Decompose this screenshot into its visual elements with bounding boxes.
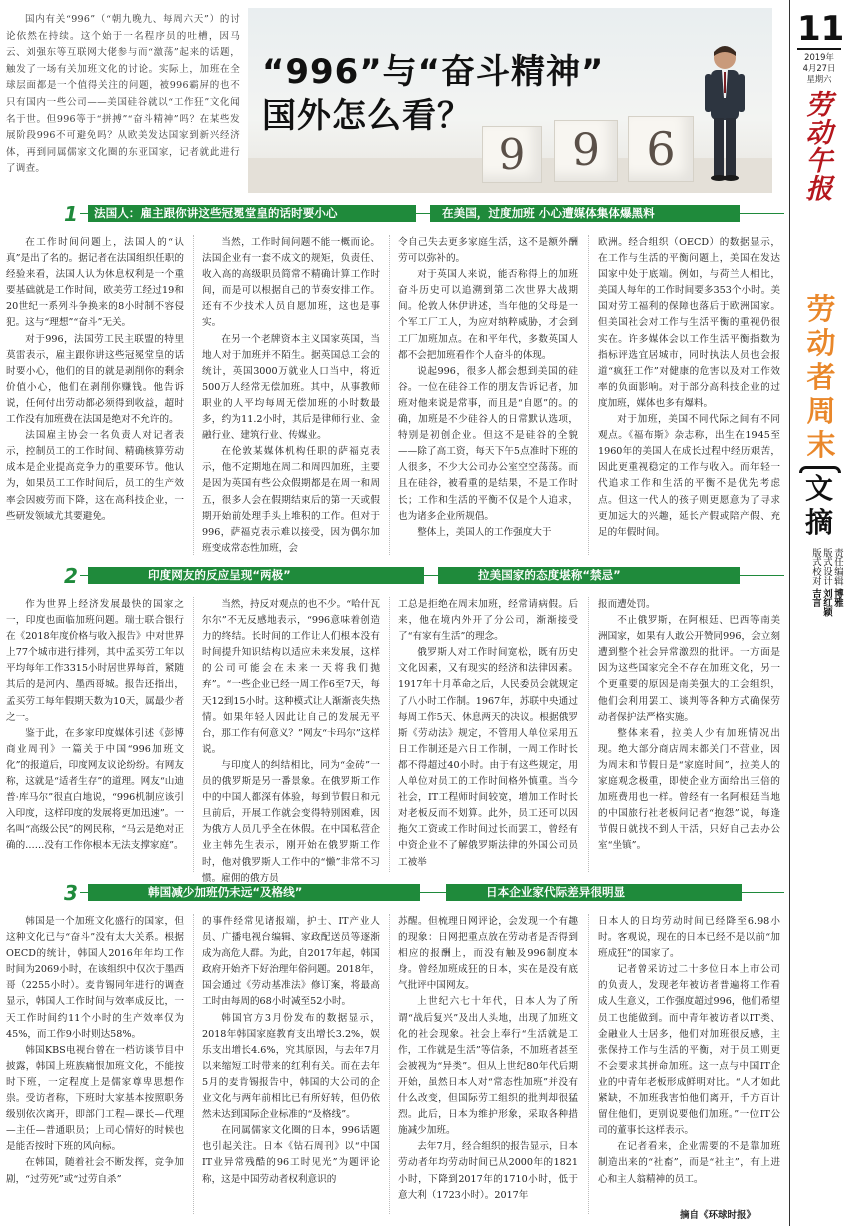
paragraph: 去年7月，经合组织的报告显示，日本劳动者年均劳动时间已从2000年的1821小时，下降到2017年的1710小时，低于意大利（1723小时）。2017年 (398, 1141, 578, 1201)
hero-cube-2: 9 (554, 120, 618, 182)
paragraph: 上世纪六七十年代，日本人为了所谓“战后复兴”及出人头地，出现了加班文化的社会现象。社会上奉行“生活就是工作，工作就是生活”等信条，不加班者甚至会被视为“异类”。但从上世纪80年代后期开始，虽然日本人对“常态性加班”并没有什么改变，但国际劳工组织的批判却很猛烈。此后，日本为维护形象，采取各种措施减少加班。 (398, 996, 578, 1137)
credit-design-label: 版式设计 (821, 548, 832, 586)
section-2-header (6, 565, 784, 589)
credit-proof (810, 548, 821, 678)
credits (795, 548, 843, 678)
credit-design (821, 548, 832, 678)
column-divider (389, 597, 390, 872)
section-2-col-1 (6, 597, 184, 855)
page-number: 11 (797, 9, 845, 49)
column-divider (193, 235, 194, 555)
section-1-col-3 (398, 235, 578, 541)
section-1-col-4 (598, 235, 780, 541)
paragraph: 欧洲。经合组织（OECD）的数据显示，在工作与生活的平衡问题上，美国在发达国家中处于底端。例如，与荷兰人相比，美国人每年的工作时间要多353个小时。美国对劳工福利的保障也落后于欧洲国家。但美国社会对工作与生活平衡的重视仍很实在。许多媒体会以工作生活平衡指数为指标评选宜居城市，同时执法人员也会报道“疯狂工作”对健康的危害以及对工作效率的负面影响。对于部分高科技企业的过度加班，媒体也多有爆料。 (598, 237, 780, 409)
section-3-col-4 (598, 914, 780, 1188)
section-3-col-2 (202, 914, 380, 1188)
section-title: 劳动者周末 (806, 292, 836, 462)
issue-weekday: 星期六 (806, 74, 832, 84)
hero-cube-1: 9 (482, 126, 542, 183)
credit-editor-label: 责任编辑 (832, 548, 843, 586)
column-divider (389, 914, 390, 1214)
paragraph: 在同属儒家文化圈的日本，996话题也引起关注。日本《钻石周刊》以“中国IT业异常残酷的96工时见光”为题评论称，这是中国劳动者权利意识的 (202, 1125, 380, 1185)
issue-day: 4月27日 (802, 63, 836, 73)
paragraph: 日本人的日均劳动时间已经降至6.98小时。客观说，现在的日本已经不是以前“加班成狂”的国家了。 (598, 916, 780, 960)
column-divider (193, 914, 194, 1214)
section-1-number: 1 (64, 202, 78, 226)
credit-design-name: 刘红颖 (821, 588, 832, 617)
column-divider (193, 597, 194, 872)
paragraph: 在另一个老牌资本主义国家英国，当地人对于加班并不陌生。据英国总工会的统计，英国3000万就业人口当中，将近500万人经常无偿加班。其中，从事教师职业的人平均每周无偿加班的小时数最多，约为11.2小时，其后是律师行业、金融行业、建筑行业、传媒业。 (202, 333, 380, 442)
intro-paragraph (6, 12, 240, 178)
credit-editor-name: 博雅 (832, 588, 843, 608)
paragraph: 在伦敦某媒体机构任职的萨福克表示，他不定期地在周二和周四加班，主要是因为英国有些公众假期都是在周一和周五，很多人会在假期结束后的第一天或假期开始前处理手头上堆积的工作。但对于996，萨福克表示难以接受，因为偶尔加班变成常态性加班，会 (202, 446, 380, 554)
paragraph: 俄罗斯人对工作时间宽松，既有历史文化因素，又有现实的经济和法律因素。1917年十月革命之后，人民委员会就规定了八小时工作制。1967年，苏联中央通过每周工作5天、休息两天的决议。根据俄罗斯《劳动法》规定，不管用人单位采用五日工作制还是六日工作制，一周工作时长都不得超过40小时。由于有这些规定，用人单位对员工的工作时间格外慎重。当今社会，IT工程师时间较宽，增加工作时长对老板反而不划算。此外，员工还可以因拖欠工资或工作时间过长而罢工，曾经有中资企业不了解俄罗斯法律的外国公司员工被举 (398, 647, 578, 868)
paragraph: 韩国官方3月份发布的数据显示，2018年韩国家庭教育支出增长3.2%，娱乐支出增长4.6%，究其原因，与去年7月以来缩短工时带来的红利有关。而在去年5月的麦肯锡报告中，韩国的大公司的企业文化与两年前相比已有所好转，但仍依然未达到国际企业标准的“及格线”。 (202, 1012, 380, 1121)
credit-editor (832, 548, 843, 678)
paragraph: 在韩国，随着社会不断发挥，竞争加剧，“过劳死”或“过劳自杀” (6, 1157, 184, 1185)
section-3-col-3 (398, 914, 578, 1204)
paragraph: 的事件经常见诸报端，护士、IT产业人员、广播电视台编辑、家政配送员等逐渐成为高危人群。为此，自2017年起，韩国政府开始齐下好治理年俗问题。2018年，国会通过《劳动基准法》修订案，将最高工时由每周的68小时减至52小时。 (202, 916, 380, 1008)
intro-text: 国内有关“996”（“朝九晚九、每周六天”）的讨论依然在持续。这个始于一名程序员的吐槽，因马云、刘强东等互联网大佬参与而“激荡”起来的话题，触发了一场有关加班文化的讨论。实际上，加班在全球层面都是一个值得关注的问题，被996霸屏的也不只有国内一些公司——美国硅谷就以“工作狂”文化闻名于世。但996等于“拼搏”“奋斗精神”吗？在某些发展阶段996不可避免吗？从欧美发达国家到新兴经济体，再到同属儒家文化圈的东亚国家，记者就此进行了调查。 (6, 14, 240, 175)
headline-line-1: “996”与“奋斗精神” (262, 52, 605, 92)
paragraph: 记者曾采访过二十多位日本上市公司的负责人，发现老年被访者普遍将工作看成人生意义，工作强度超过996，他们希望员工也能做到。而中青年被访者以IT类、金融业人士居多，他们对加班很反感，主张保持工作与生活的平衡，对于员工则更不会要求其拼命加班。这一点与中国IT企业的中青年老板形成鲜明对比。“人才如此紧缺，不加班我害怕他们离开，千方百计留住他们，更别说要他们加班。”一位IT公司的董事长这样表示。 (598, 964, 780, 1137)
hero-banner (248, 8, 772, 193)
paragraph: 韩国是一个加班文化盛行的国家，但这种文化已与“奋斗”没有太大关系。根据OECD的统计，韩国人2016年年均工作时间为2069小时，在该组织中仅次于墨西哥（2255小时）。麦肯锡同年进行的调查显示，韩国人工作时间与效率成反比，一天工作时间约11个小时的生产效率仅为45%，而工作9小时则达58%。 (6, 916, 184, 1040)
paragraph: 苏醒。但梳理日网评论，会发现一个有趣的现象：日网把重点放在劳动者是否得到相应的报酬上，而没有触及996制度本身。曾经加班成狂的日本，实在是没有底气批评中国网友。 (398, 916, 578, 992)
section-1-col-1 (6, 235, 184, 525)
paragraph: 工总是拒绝在周末加班，经常请病假。后来，他在境内外开了分公司，渐渐接受了“有家有生活”的理念。 (398, 599, 578, 643)
section-1-left-title: 法国人：雇主跟你讲这些冠冕堂皇的话时要小心 (88, 205, 416, 222)
paragraph: 在记者看来，企业需要的不是靠加班制造出来的“社畜”，而是“社主”，有上进心和主人翁精神的员工。 (598, 1141, 780, 1185)
hero-cube-3: 6 (628, 116, 694, 182)
column-divider (588, 235, 589, 555)
paragraph: 对于996，法国劳工民主联盟的特里莫雷表示，雇主跟你讲这些冠冕堂皇的话时要小心，他们的目的就是剥削你的剩余价值小心，他们在剥削你赚钱。他告诉说，任何付出劳动都必须得到收益，超时工作没有加班费在法国是绝对不允许的。 (6, 333, 184, 426)
paragraph: 令自己失去更多家庭生活，这不是额外酬劳可以弥补的。 (398, 237, 578, 265)
section-2-col-2 (202, 597, 380, 887)
paragraph: 不止俄罗斯，在阿根廷、巴西等南美洲国家，如果有人敢公开赞同996，会立刻遭到整个社会异常激烈的批评。一方面是因为这些国家完全不存在加班文化，另一个更重要的原因是南美强大的工会组织，他们会利用罢工、谈判等各种方式确保劳动者保护法严格实施。 (598, 615, 780, 723)
credit-proof-label: 版式校对 (810, 548, 821, 586)
paragraph: 韩国KBS电视台曾在一档访谈节目中披露，韩国上班族痛恨加班文化，不能按时下班，一定程度上是儒家尊卑思想作祟。受访者称，下班时大家基本按照职务级别依次离开，即部门工程—课长—代理—主任—普通职员；上司心情好的时候也是能否按时下班的风向标。 (6, 1044, 184, 1153)
section-3-header (6, 882, 784, 906)
section-3-number: 3 (64, 881, 78, 905)
section-3-right-title: 日本企业家代际差异很明显 (446, 884, 742, 901)
section-3-col-1 (6, 914, 184, 1188)
section-1-col-2 (202, 235, 380, 557)
issue-date (797, 52, 841, 85)
section-1-right-title: 在美国，过度加班 小心遭媒体集体爆黑料 (430, 205, 740, 222)
paragraph: 与印度人的纠结相比，同为“金砖”一员的俄罗斯是另一番景象。在俄罗斯工作中的中国人都深有体验，每到节假日和元旦前后，开展工作就会变得特别困难，因为俄方人员几乎全在休假。在中国私营企业主韩先生表示，刚开始在俄罗斯工作时，他对俄罗斯人工作中的“懒”非常不习惯。雇佣的俄方员 (202, 759, 380, 884)
paragraph: 法国雇主协会一名负责人对记者表示，控制员工的工作时间、精确核算劳动成本是企业提高竞争力的重要环节。他认为，如果员工工作时间后，员工的生产效率会因疲劳而下降，这在高科技企业，一些研发领域尤其要避免。 (6, 430, 184, 522)
section-2-col-3 (398, 597, 578, 871)
section-2-col-4 (598, 597, 780, 855)
paragraph: 当然，工作时间问题不能一概而论。法国企业有一套不成文的规矩，负责任、收入高的高级职员简常不精确计算工作时间，而是可以根据自己的节奏安排工作。还有不少技术人员自愿加班，这也是事实。 (202, 237, 380, 329)
paragraph: 报而遭处罚。 (598, 599, 656, 610)
paragraph: 对于加班，美国不同代际之间有不同观点。《福布斯》杂志称，出生在1945至1960年的美国人在成长过程中经历艰苦，因此更重视稳定的工作与收入。而年轻一代追求工作和生活的平衡不是优先考虑点。但这一代人的孩子则更愿意为了寻求更加远大的兴趣，延长产假或陪产假、充足的年假时间。 (598, 414, 780, 538)
issue-year: 2019年 (804, 52, 834, 62)
section-2-right-title: 拉美国家的态度堪称“禁忌” (438, 567, 740, 584)
headline (262, 50, 604, 138)
section-2-left-title: 印度网友的反应呈现“两极” (88, 567, 424, 584)
column-divider (588, 914, 589, 1214)
section-sub-bracket (795, 466, 841, 544)
masthead-logo: 劳动午报 (805, 90, 833, 205)
paragraph: 当然，持反对观点的也不少。“哈什瓦尔尔”不无反感地表示，“996意味着创造力的终结。长时间的工作让人们根本没有时间提升知识结构以适应未来发展，这样的公司可能会在未来一天将我们抛弃”。“一些企业已经一周工作6至7天，每天12到15小时。这种模式让人渐渐丧失热情。如果年轻人因此让自己的发展无平台，那工作有何意义？”网友“卡玛尔”这样说。 (202, 599, 380, 755)
paragraph: 鉴于此，在多家印度媒体引述《彭博商业周刊》一篇关于中国“996加班文化”的报道后，印度网友议论纷纷。有网友称，这就是“适者生存”的道理。网友“山迪普·库马尔”很直白地说，“996机制应该引入印度，这样印度的发展将更加迅速”。一名叫“高级公民”的网民称，“马云是绝对正确的……没有工作你根本无法支撑家庭”。 (6, 727, 184, 852)
paragraph: 在工作时间问题上，法国人的“认真”是出了名的。据记者在法国组织任职的经验来看，法国人认为休息权利是一个重要基础就是工作时间，欧美劳工经过19和20世纪一系列斗争换来的8小时制不容侵犯。这与“理想”“奋斗”无关。 (6, 237, 184, 329)
paragraph: 作为世界上经济发展最快的国家之一，印度也面临加班问题。瑞士联合银行在《2018年度价格与收入报告》中对世界上77个城市进行排列，其中孟买劳工年以平均每年工作3315小时居世界每首，紧随其后的是河内、墨西哥城。报告还指出，孟买劳工每年假期天数为10天，属最少者之一。 (6, 599, 184, 723)
section-1-header (6, 203, 784, 227)
source-note: 摘自《环球时报》 (680, 1210, 757, 1221)
section-2-number: 2 (64, 564, 78, 588)
section-3-left-title: 韩国减少加班仍未远“及格线” (88, 884, 420, 901)
businessman-figure-icon (695, 38, 755, 188)
right-rail (787, 0, 850, 1226)
paragraph: 对于英国人来说，能否称得上的加班奋斗历史可以追溯到第二次世界大战期间。伦敦人休伊讲述，当年他的父母是一个军工厂工人，为应对纳粹威胁，才会到工厂加班加点。在和平年代，多数英国人都不会把加班看作个人奋斗的体现。 (398, 269, 578, 361)
column-divider (588, 597, 589, 872)
paragraph: 整体来看，拉美人少有加班情况出现。绝大部分商店周末都关门不营业，因为周末和节假日是“家庭时间”，拉美人的家庭观念极重，即使企业方面给出三倍的加班费用也一样。曾经有一名阿根廷当地的中国旅行社老板问记者“抱怨”说，每逢节假日就找不到人干活，只好自己去办公室“坐镇”。 (598, 727, 780, 852)
paragraph: 整体上，美国人的工作强度大于 (417, 526, 552, 538)
headline-line-2: 国外怎么看？ (262, 96, 472, 136)
rail-divider-line (789, 0, 790, 1226)
credit-proof-name: 吉言 (810, 588, 821, 608)
section-subtitle: 文摘 (804, 472, 833, 539)
column-divider (389, 235, 390, 555)
paragraph: 说起996，很多人都会想到美国的硅谷。一位在硅谷工作的朋友告诉记者，加班对他来说是常事，而且是“自愿”的。的确，加班是不少硅谷人的日常默认选项，特别是初创企业。但这不是硅谷的全貌——除了高工资，每天下午5点准时下班的人很多，不少大公司办公室空空荡荡。而且在硅谷，被看重的是结果，不是工作时长；工作和生活的平衡不仅是个人追求，也为诸多企业所规倡。 (398, 365, 578, 522)
